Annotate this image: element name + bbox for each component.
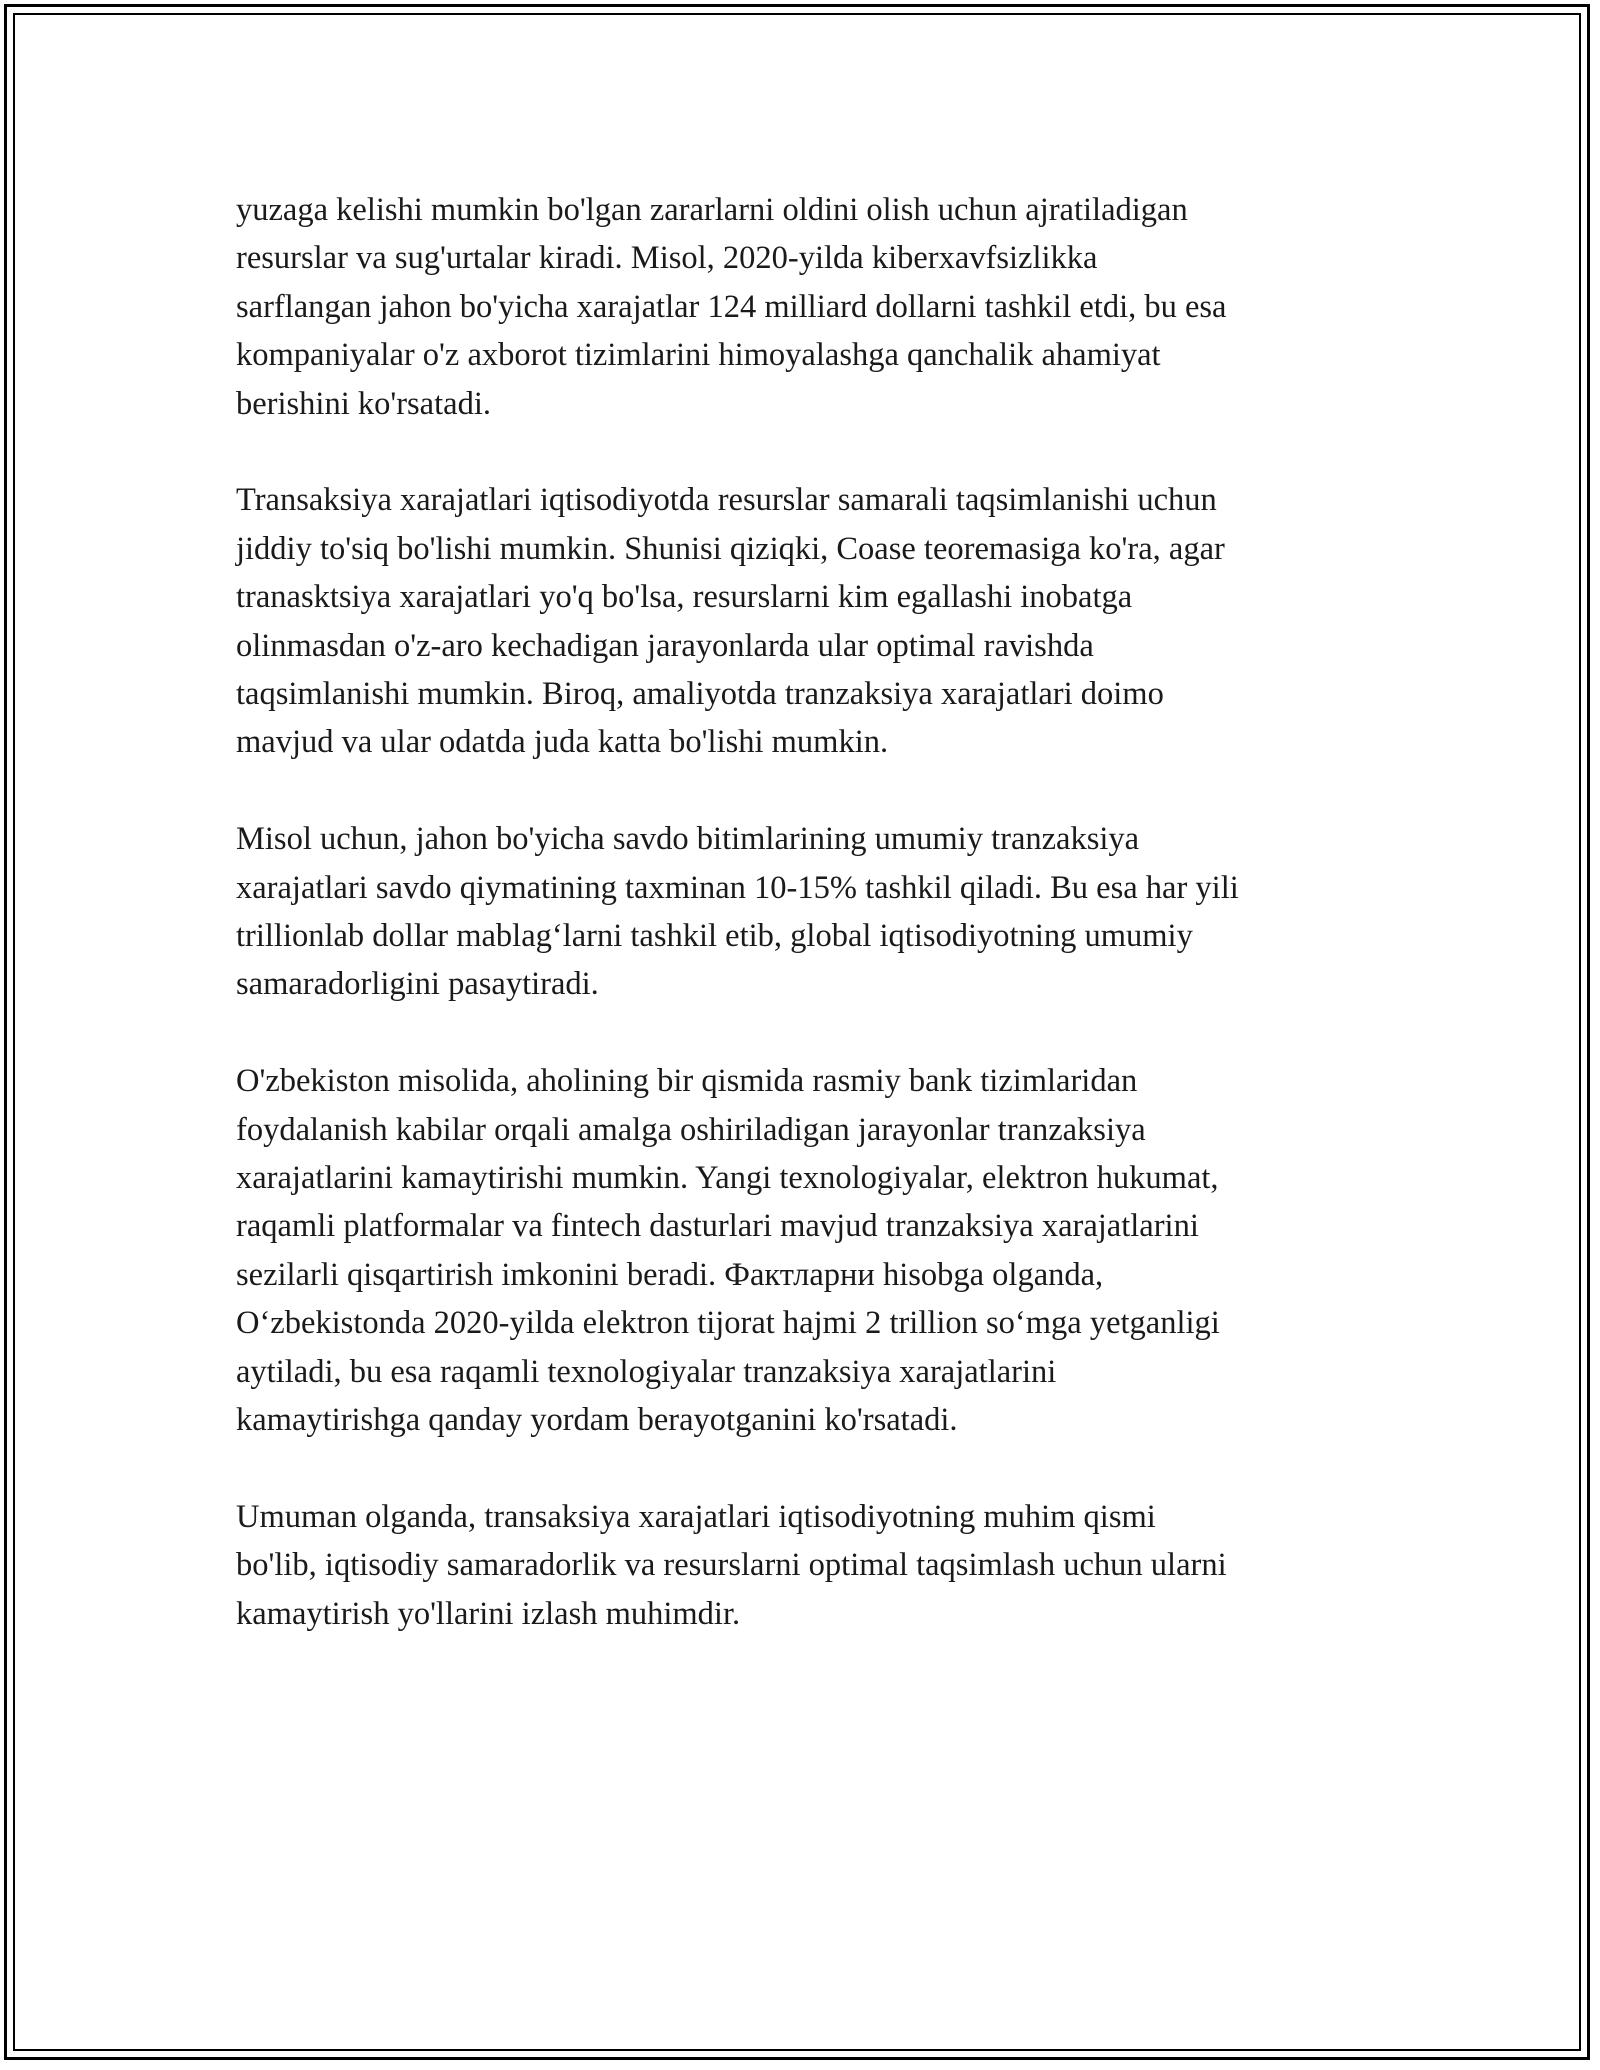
text-line: mavjud va ular odatda juda katta bo'lishi mumkin. <box>236 724 889 761</box>
text-line: bo'lib, iqtisodiy samaradorlik va resurslarni optimal taqsimlash uchun ularni <box>236 1547 1227 1584</box>
text-line: kamaytirishga qanday yordam berayotganini ko'rsatadi. <box>236 1402 958 1439</box>
text-line: tranasktsiya xarajatlari yo'q bo'lsa, resurslarni kim egallashi inobatga <box>236 579 1133 616</box>
text-line: taqsimlanishi mumkin. Biroq, amaliyotda tranzaksiya xarajatlari doimo <box>236 676 1164 713</box>
text-line: Umuman olganda, transaksiya xarajatlari iqtisodiyotning muhim qismi <box>236 1498 1156 1535</box>
text-line: sarflangan jahon bo'yicha xarajatlar 124 milliard dollarni tashkil etdi, bu esa <box>236 288 1227 325</box>
text-line: foydalanish kabilar orqali amalga oshiriladigan jarayonlar tranzaksiya <box>236 1111 1146 1148</box>
text-line: raqamli platformalar va fintech dasturlari mavjud tranzaksiya xarajatlarini <box>236 1208 1199 1245</box>
text-line: sezilarli qisqartirish imkonini beradi. Фактларни hisobga olganda, <box>236 1256 1104 1293</box>
text-line: jiddiy to'siq bo'lishi mumkin. Shunisi qiziqki, Coase teoremasiga ko'ra, agar <box>236 530 1225 567</box>
text-line: O‘zbekistonda 2020-yilda elektron tijorat hajmi 2 trillion so‘mga yetganligi <box>236 1305 1220 1342</box>
text-line: kompaniyalar o'z axborot tizimlarini himoyalashga qanchalik ahamiyat <box>236 337 1161 374</box>
text-line: kamaytirish yo'llarini izlash muhimdir. <box>236 1595 741 1632</box>
text-line: Transaksiya xarajatlari iqtisodiyotda resurslar samarali taqsimlanishi uchun <box>236 482 1217 519</box>
text-line: O'zbekiston misolida, aholining bir qismida rasmiy bank tizimlaridan <box>236 1063 1138 1100</box>
paragraph-5 <box>236 1493 1376 1638</box>
paragraph-4 <box>236 1057 1376 1444</box>
text-line: samaradorligini pasaytiradi. <box>236 966 599 1003</box>
text-line: xarajatlari savdo qiymatining taxminan 10-15% tashkil qiladi. Bu esa har yili <box>236 869 1239 906</box>
text-line: Misol uchun, jahon bo'yicha savdo bitimlarining umumiy tranzaksiya <box>236 821 1140 858</box>
paragraph-1 <box>236 186 1376 428</box>
document-body <box>236 186 1376 1687</box>
text-line: berishini ko'rsatadi. <box>236 385 491 422</box>
paragraph-3 <box>236 815 1376 1009</box>
text-line: olinmasdan o'z-aro kechadigan jarayonlarda ular optimal ravishda <box>236 627 1094 664</box>
text-line: trillionlab dollar mablag‘larni tashkil etib, global iqtisodiyotning umumiy <box>236 918 1193 955</box>
text-line: resurslar va sug'urtalar kiradi. Misol, 2020-yilda kiberxavfsizlikka <box>236 240 1098 277</box>
text-line: aytiladi, bu esa raqamli texnologiyalar tranzaksiya xarajatlarini <box>236 1353 1057 1390</box>
paragraph-2 <box>236 476 1376 766</box>
text-line: xarajatlarini kamaytirishi mumkin. Yangi texnologiyalar, elektron hukumat, <box>236 1160 1219 1197</box>
text-line: yuzaga kelishi mumkin bo'lgan zararlarni oldini olish uchun ajratiladigan <box>236 192 1188 228</box>
